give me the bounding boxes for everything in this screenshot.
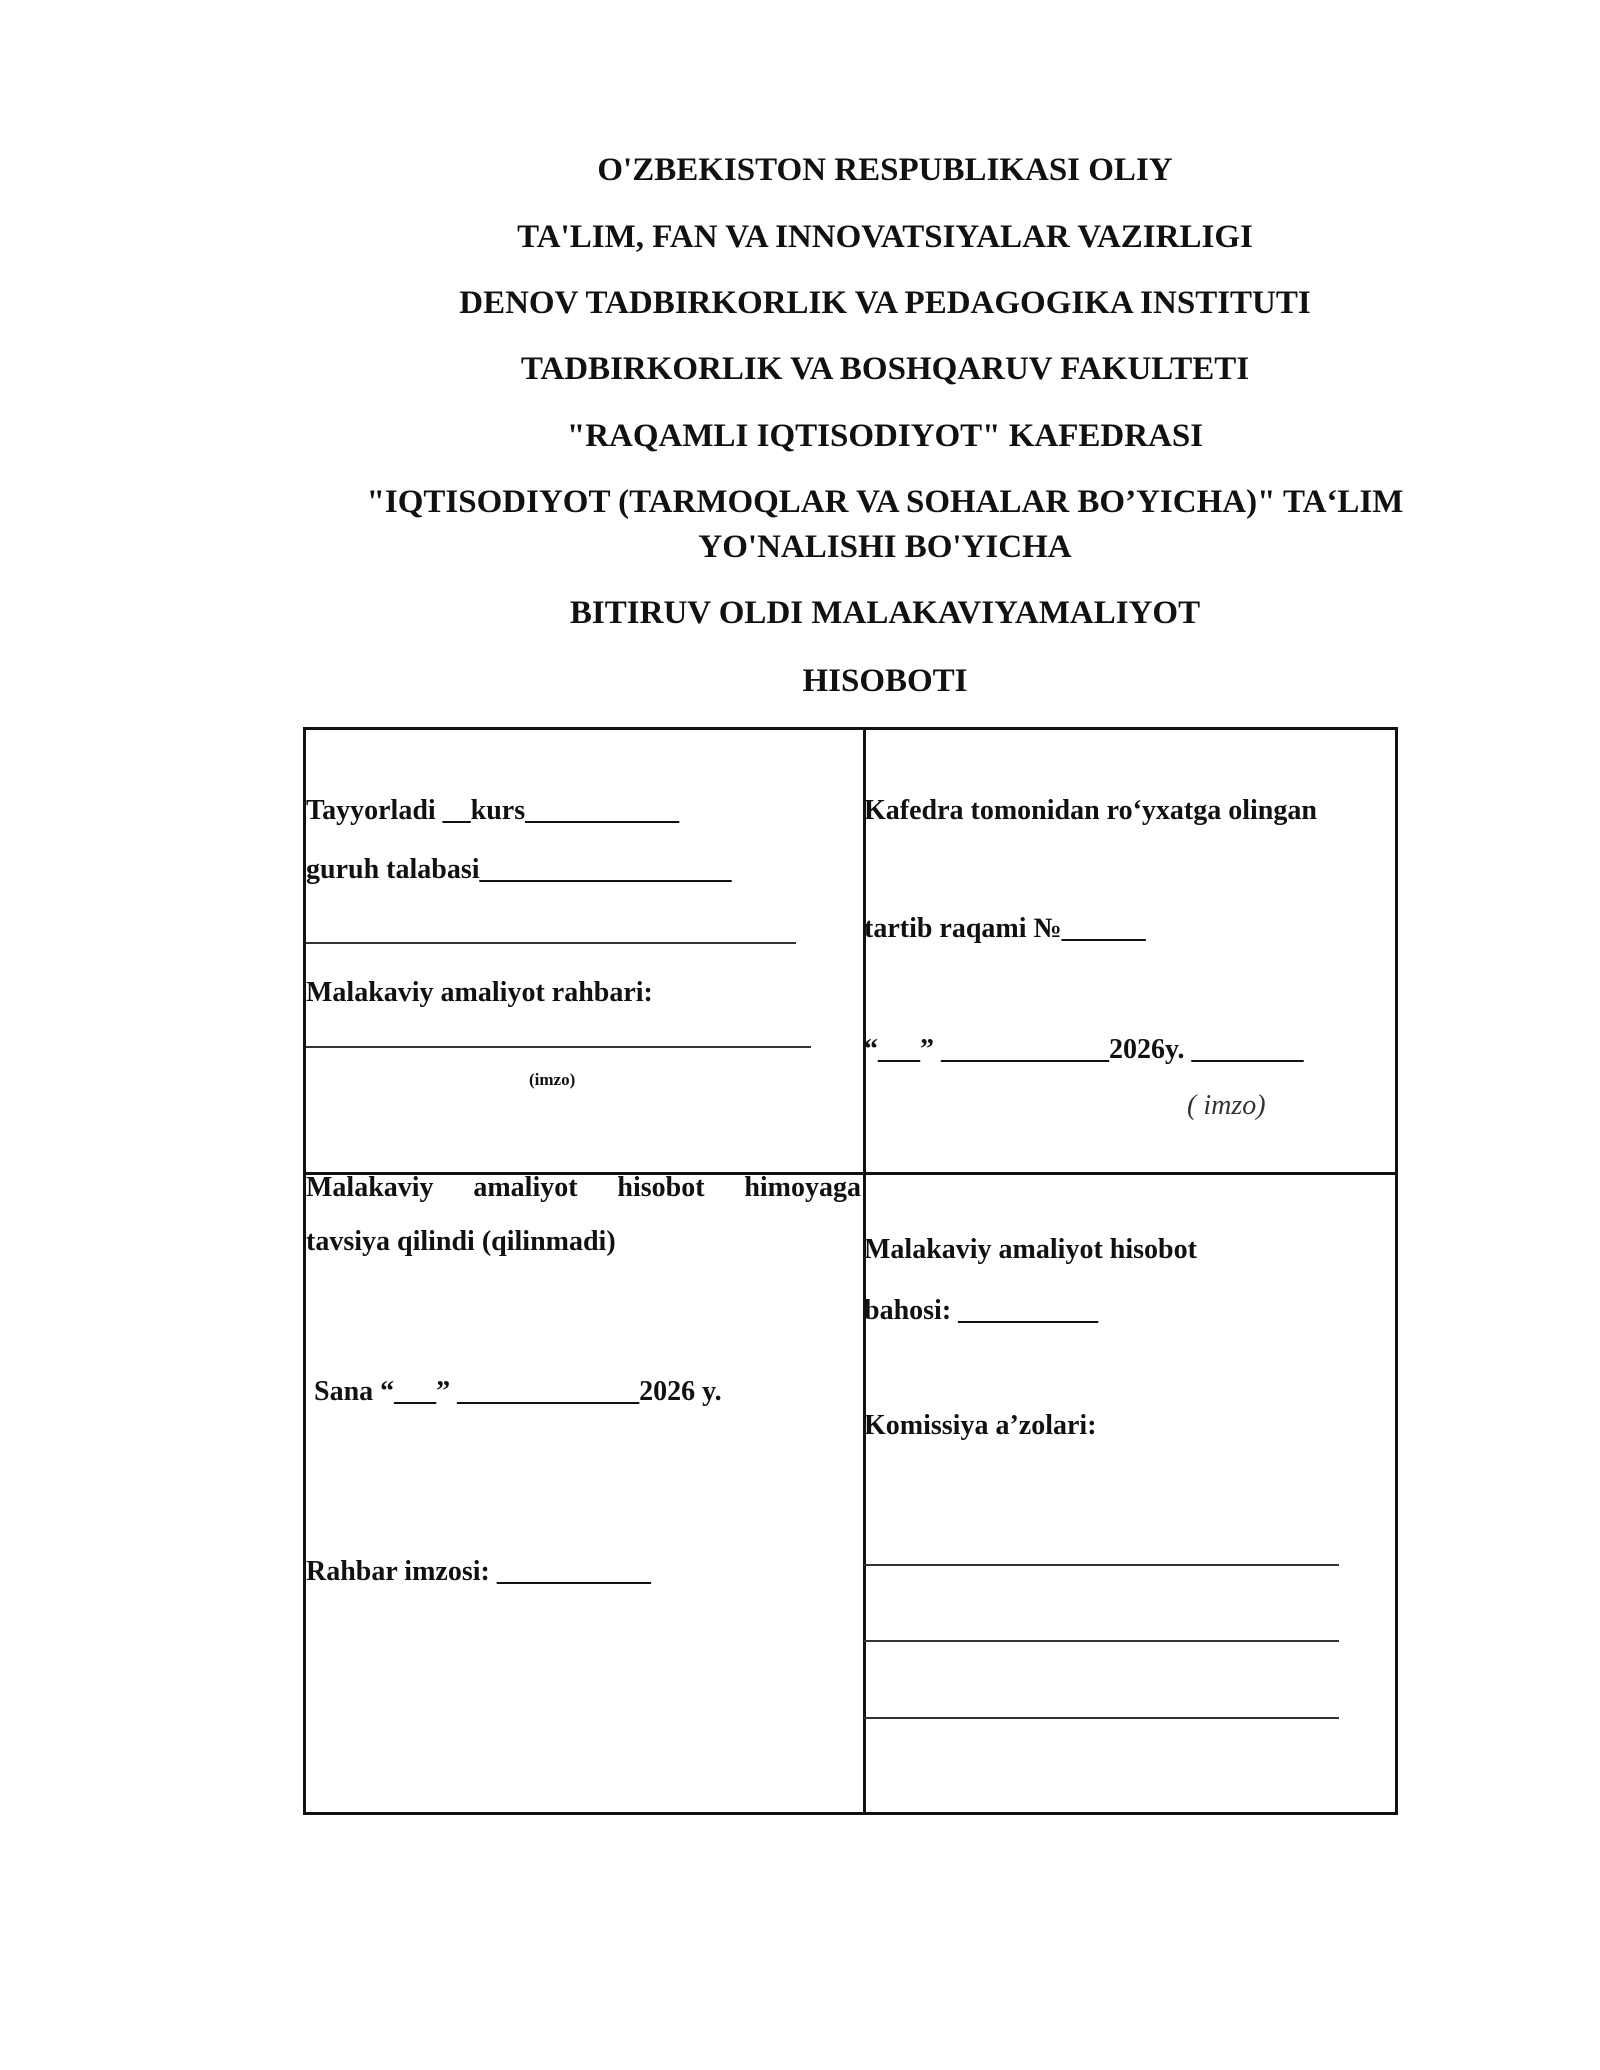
header-ministry-line2: TA'LIM, FAN VA INNOVATSIYALAR VAZIRLIGI <box>517 219 1253 255</box>
registration-form-table <box>303 727 1398 1815</box>
header-department: "RAQAMLI IQTISODIYOT" KAFEDRASI <box>566 418 1204 454</box>
student-name-line[interactable] <box>306 942 796 944</box>
commission-member-line[interactable] <box>864 1640 1339 1642</box>
header-direction-line1: "IQTISODIYOT (TARMOQLAR VA SOHALAR BO’YICHA)" TA‘LIM <box>366 484 1404 520</box>
registration-number-field[interactable]: tartib raqami №______ <box>864 913 1146 944</box>
student-group-field[interactable]: guruh talabasi__________________ <box>306 854 732 885</box>
header-report-type: BITIRUV OLDI MALAKAVIYAMALIYOT <box>569 595 1201 631</box>
defense-date-field[interactable]: Sana “___” _____________2026 y. <box>314 1376 722 1407</box>
signature-caption: (imzo) <box>529 1070 576 1089</box>
commission-label: Komissiya a’zolari: <box>864 1410 1097 1441</box>
header-ministry-line1: O'ZBEKISTON RESPUBLIKASI OLIY <box>597 152 1173 188</box>
supervisor-label: Malakaviy amaliyot rahbari: <box>306 977 653 1008</box>
header-direction-line2: YO'NALISHI BO'YICHA <box>698 529 1072 565</box>
prepared-by-field[interactable]: Tayyorladi __kurs___________ <box>306 795 680 826</box>
header-faculty: TADBIRKORLIK VA BOSHQARUV FAKULTETI <box>520 351 1250 387</box>
commission-member-line[interactable] <box>864 1717 1339 1719</box>
header-institute: DENOV TADBIRKORLIK VA PEDAGOGIKA INSTITUTI <box>459 285 1311 321</box>
recommendation-line1: Malakaviy amaliyot hisobot himoyaga <box>306 1172 861 1203</box>
registration-signature-caption: ( imzo) <box>1187 1090 1266 1121</box>
commission-member-line[interactable] <box>864 1564 1339 1566</box>
registration-date-field[interactable]: “___” ____________2026y. ________ <box>864 1034 1304 1065</box>
grade-field[interactable]: bahosi: __________ <box>864 1295 1099 1326</box>
report-label: Malakaviy amaliyot hisobot <box>864 1234 1197 1265</box>
column-divider <box>863 730 866 1812</box>
supervisor-signature-field[interactable]: Rahbar imzosi: ___________ <box>306 1556 651 1587</box>
header-report-title: HISOBOTI <box>802 663 968 699</box>
registered-label: Kafedra tomonidan ro‘yxatga olingan <box>864 795 1317 826</box>
supervisor-signature-line[interactable] <box>306 1046 811 1048</box>
recommendation-line2: tavsiya qilindi (qilinmadi) <box>306 1226 616 1257</box>
